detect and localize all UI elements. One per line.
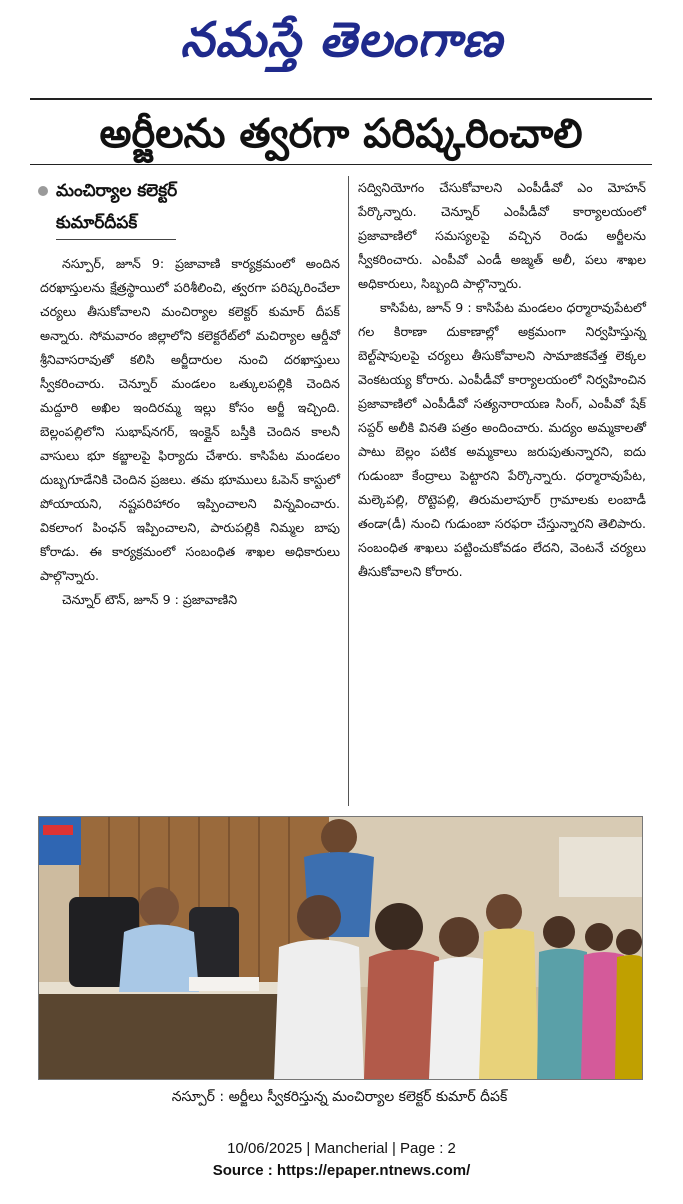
- col2-paragraph-2: కాసిపేట, జూన్ 9 : కాసిపేట మండలం ధర్మారావుపేటలో గల కిరాణా దుకాణాల్లో అక్రమంగా నిర్వహిస్తున్న బెల్ట్‌షాపులపై చర్యలు తీసుకోవాలని సామాజికవేత్త లెక్కల వెంకటయ్య కోరారు. ఎంపీడీవో కార్యాలయంలో నిర్వహించిన ప్రజావాణిలో ఎంపీడీవో సత్యనారాయణ సింగ్, ఎంపీవో షేక్ సప్దర్ అలీకి వినతి పత్రం అందించారు. మద్యం అమ్మకాలతో పాటు బెల్లం పటిక అమ్మకాలు జరుపుతున్నారని, ఐదు గుడుంబా కేంద్రాలు పెట్టారని పేర్కొన్నారు. ధర్మారావుపేట, మల్కెపల్లి, రొట్టెపల్లి, తిరుమలాపూర్ గ్రామాలకు లంబాడీ తండా(డీ) నుంచి గుడుంబా సరఫరా చేస్తున్నారని తెలిపారు. సంబంధిత శాఖలు పట్టించుకోవడం లేదని, వెంటనే చర్యలు తీసుకోవాలని కోరారు.: [358, 300, 646, 579]
- byline-line-1: మంచిర్యాల కలెక్టర్: [56, 181, 178, 201]
- column-1: [40, 252, 340, 612]
- masthead: [0, 6, 683, 74]
- bullet-icon: [38, 186, 48, 196]
- top-rule: [30, 98, 652, 100]
- col1-paragraph-2: చెన్నూర్ టౌన్, జూన్ 9 : ప్రజావాణిని: [62, 592, 238, 607]
- col2-paragraph-1: సద్వినియోగం చేసుకోవాలని ఎంపీడీవో ఎం మోహన్ పేర్కొన్నారు. చెన్నూర్ ఎంపీడీవో కార్యాలయంలో ప్రజావాణిలో సమస్యలపై వచ్చిన రెండు అర్జీలను స్వీకరించారు. ఎంపీవో ఎండీ అజ్మత్ అలీ, పలు శాఖల అధికారులు, సిబ్బంది పాల్గొన్నారు.: [358, 180, 646, 291]
- news-photo: [38, 816, 643, 1080]
- headline-rule: [30, 164, 652, 165]
- column-divider: [348, 176, 349, 806]
- byline-line-2: కుమార్‌దీపక్: [56, 213, 138, 233]
- footer-meta: 10/06/2025 | Mancherial | Page : 2: [227, 1140, 456, 1157]
- footer-source: Source : https://epaper.ntnews.com/: [212, 1162, 471, 1179]
- masthead-title: నమస్తే తెలంగాణ: [180, 12, 503, 68]
- photo-illustration: [39, 817, 642, 1079]
- photo-caption: నస్పూర్ : అర్జీలు స్వీకరిస్తున్న మంచిర్యాల కలెక్టర్ కుమార్ దీపక్: [171, 1089, 508, 1105]
- col1-paragraph-1: నస్పూర్, జూన్ 9: ప్రజావాణి కార్యక్రమంలో అందిన దరఖాస్తులను క్షేత్రస్థాయిలో పరిశీలించి, త్వరగా పరిష్కరించేలా చర్యలు తీసుకోవాలని మంచిర్యాల కలెక్టర్ కుమార్ దీపక్ అన్నారు. సోమవారం జిల్లాలోని కలెక్టరేట్‌లో మచిర్యాల ఆర్డీవో శ్రీనివాసరావుతో కలిసి అర్జీదారుల నుంచి దరఖాస్తులు స్వీకరించారు. చెన్నూర్ మండలం ఒత్కులపల్లికి చెందిన మద్దూరి అఖిల ఇందిరమ్మ ఇల్లు కోసం అర్జీ ఇచ్చింది. బెల్లంపల్లిలోని సుభాష్‌నగర్, ఇంక్లైన్ బస్తీకి చెందిన కాలనీ వాసులు భూ కబ్జాలపై ఫిర్యాదు చేశారు. కాసిపేట మండలం దుబ్బగూడేనికి చెందిన ప్రజలు. తమ భూములు ఓపెన్ కాస్టులో పోయాయని, నష్టపరిహారం ఇప్పించాలని విన్నవించారు. వికలాంగ పింఛన్ ఇప్పించాలని, పారుపల్లికి నిమ్మల బాపు కోరాడు. ఈ కార్యక్రమంలో సంబంధిత శాఖల అధికారులు పాల్గొన్నారు.: [40, 256, 340, 583]
- column-2: [358, 176, 646, 584]
- byline-rule: [56, 239, 176, 240]
- article-headline: అర్జీలను త్వరగా పరిష్కరించాలి: [99, 111, 583, 157]
